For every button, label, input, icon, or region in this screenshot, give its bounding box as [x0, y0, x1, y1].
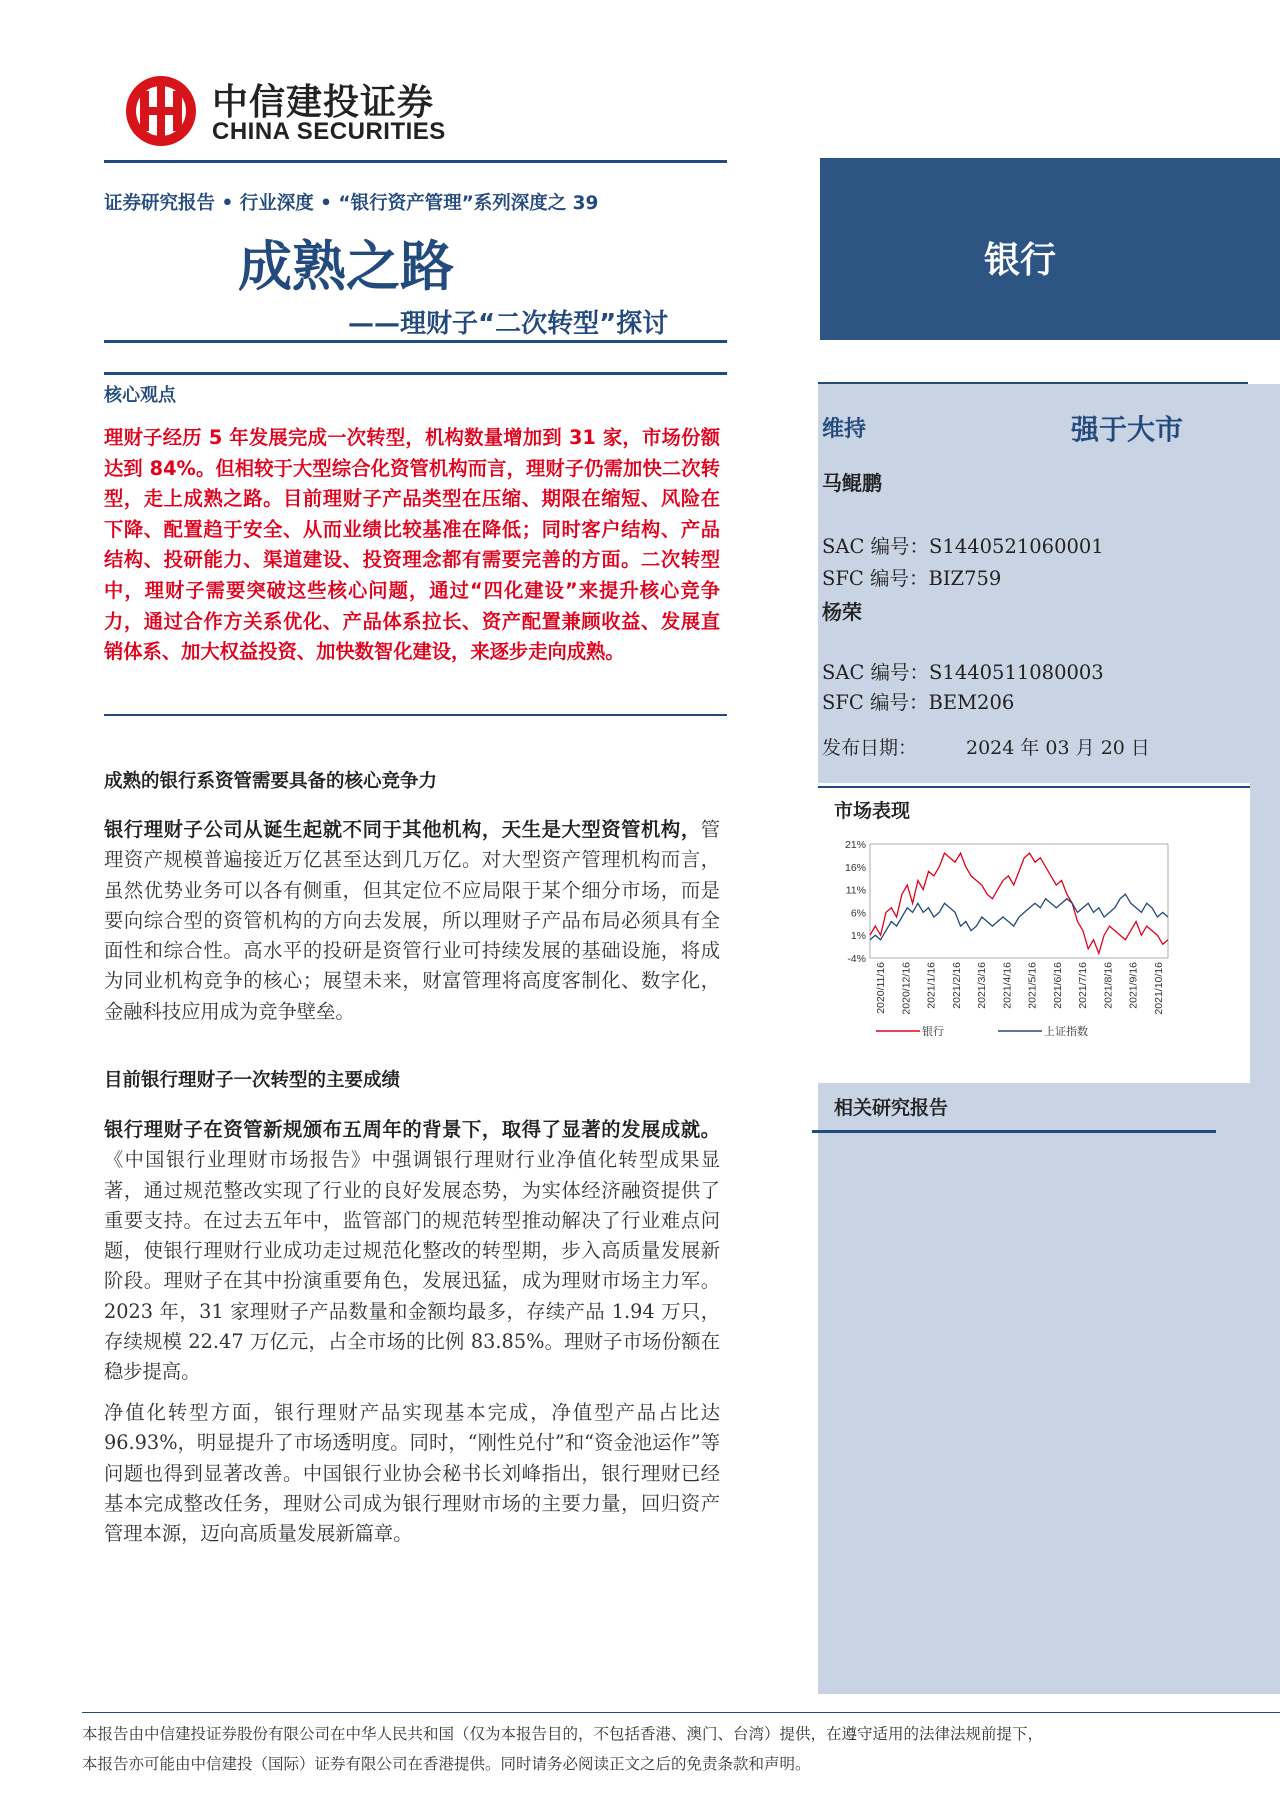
y-tick-label: -4%	[847, 953, 866, 965]
x-tick-label: 2021/7/16	[1077, 962, 1090, 1009]
sector-name: 银行	[983, 240, 1056, 281]
publish-label: 发布日期：	[822, 737, 918, 759]
x-tick-label: 2020/11/16	[875, 962, 887, 1014]
china-securities-logo-icon	[124, 74, 198, 148]
y-tick-label: 6%	[850, 907, 866, 920]
market-performance-chart	[818, 830, 1178, 1040]
x-tick-label: 2021/8/16	[1102, 962, 1115, 1009]
rating-value: 强于大市	[1071, 413, 1184, 446]
related-reports-divider	[812, 1130, 1216, 1133]
report-title: 成熟之路	[238, 234, 454, 298]
legend-label: 上证指数	[1044, 1025, 1088, 1038]
x-tick-label: 2021/3/16	[976, 962, 989, 1009]
x-tick-label: 2021/5/16	[1026, 962, 1039, 1009]
analyst-sac: SAC 编号：S1440521060001	[822, 535, 1104, 558]
header-divider	[104, 160, 727, 163]
x-tick-label: 2021/2/16	[950, 962, 963, 1009]
x-tick-label: 2021/4/16	[1001, 962, 1014, 1009]
section-lead: 银行理财子在资管新规颁布五周年的背景下，取得了显著的发展成就。	[104, 1118, 720, 1141]
sidebar-divider	[818, 382, 1248, 384]
analyst-sfc: SFC 编号：BEM206	[822, 691, 1015, 714]
analyst-sac: SAC 编号：S1440511080003	[822, 661, 1104, 684]
footer-line: 本报告亦可能由中信建投（国际）证券有限公司在香港提供。同时请务必阅读正文之后的免责条款和声明。	[82, 1755, 811, 1773]
x-tick-label: 2021/6/16	[1051, 962, 1064, 1009]
market-chart-title: 市场表现	[834, 800, 911, 822]
y-tick-label: 16%	[844, 861, 866, 874]
x-tick-label: 2021/9/16	[1127, 962, 1140, 1009]
rating-action: 维持	[822, 417, 867, 442]
section-heading: 目前银行理财子一次转型的主要成绩	[104, 1070, 401, 1091]
core-heading: 核心观点	[104, 385, 176, 406]
publish-date: 2024 年 03 月 20 日	[966, 737, 1150, 759]
x-tick-label: 2021/10/16	[1153, 962, 1165, 1015]
analyst-sfc: SFC 编号：BIZ759	[822, 567, 1002, 590]
report-series: 证券研究报告 • 行业深度 • “银行资产管理”系列深度之 39	[104, 193, 599, 214]
x-tick-label: 2021/1/16	[925, 962, 938, 1009]
y-tick-label: 21%	[844, 839, 866, 851]
related-reports-heading: 相关研究报告	[834, 1097, 949, 1119]
market-chart-divider	[818, 786, 1250, 788]
analyst-name: 马鲲鹏	[822, 471, 882, 495]
report-subtitle: ——理财子“二次转型”探讨	[348, 309, 669, 339]
y-tick-label: 11%	[845, 884, 866, 897]
logo-text-cn: 中信建投证券	[212, 82, 435, 123]
section-paragraph	[104, 815, 720, 1027]
footer-divider	[82, 1712, 1280, 1713]
section-lead: 银行理财子公司从诞生起就不同于其他机构，天生是大型资管机构，	[104, 818, 701, 841]
y-tick-label: 1%	[850, 930, 866, 943]
section-paragraph: 净值化转型方面，银行理财产品实现基本完成，净值型产品占比达 96.93%，明显提升了市场透明度。同时，“刚性兑付”和“资金池运作”等问题也得到显著改善。中国银行业协会秘书长刘峰指出，银行理财已经基本完成整改任务，理财公司成为银行理财市场的主要力量，回归资产管理本源，迈向高质量发展新篇章。	[104, 1401, 720, 1546]
section-paragraph	[104, 1115, 720, 1388]
section-body: 《中国银行业理财市场报告》中强调银行理财行业净值化转型成果显著，通过规范整改实现了行业的良好发展态势，为实体经济融资提供了重要支持。在过去五年中，监管部门的规范转型推动解决了行业难点问题，使银行理财行业成功走过规范化整改的转型期，步入高质量发展新阶段。理财子在其中扮演重要角色，发展迅猛，成为理财市场主力军。2023 年，31 家理财子产品数量和金额均最多，存续产品 1.94 万只，存续规模 22.47 万亿元，占全市场的比例 83.85%。理财子市场份额在稳步提高。	[104, 1148, 720, 1384]
x-tick-label: 2020/12/16	[900, 962, 913, 1015]
core-text: 理财子经历 5 年发展完成一次转型，机构数量增加到 31 家，市场份额达到 84%。但相较于大型综合化资管机构而言，理财子仍需加快二次转型，走上成熟之路。目前理财子产品类型在压缩、期限在缩短、风险在下降、配置趋于安全、从而业绩比较基准在降低；同时客户结构、产品结构、投研能力、渠道建设、投资理念都有需要完善的方面。二次转型中，理财子需要突破这些核心问题，通过“四化建设”来提升核心竞争力，通过合作方关系优化、产品体系拉长、资产配置兼顾收益、发展直销体系、加大权益投资、加快数智化建设，来逐步走向成熟。	[104, 426, 720, 664]
title-divider	[104, 340, 727, 343]
core-divider-top	[104, 372, 727, 375]
series-line-index	[870, 894, 1168, 940]
core-divider-bottom	[104, 714, 727, 716]
logo-text-en: CHINA SECURITIES	[212, 118, 446, 145]
legend-label: 银行	[922, 1025, 944, 1038]
footer-line: 本报告由中信建投证券股份有限公司在中华人民共和国（仅为本报告目的，不包括香港、澳门、台湾）提供，在遵守适用的法律法规前提下，	[82, 1725, 1044, 1743]
section-heading: 成熟的银行系资管需要具备的核心竞争力	[104, 771, 438, 792]
plot-frame	[870, 844, 1168, 958]
analyst-name: 杨荣	[822, 600, 862, 624]
series-line-bank	[870, 853, 1168, 953]
section-body: 管理资产规模普遍接近万亿甚至达到几万亿。对大型资产管理机构而言，虽然优势业务可以各有侧重，但其定位不应局限于某个细分市场，而是要向综合型的资管机构的方向去发展，所以理财子产品布局必须具有全面性和综合性。高水平的投研是资管行业可持续发展的基础设施，将成为同业机构竞争的核心；展望未来，财富管理将高度客制化、数字化，金融科技应用成为竞争壁垒。	[104, 818, 720, 1023]
